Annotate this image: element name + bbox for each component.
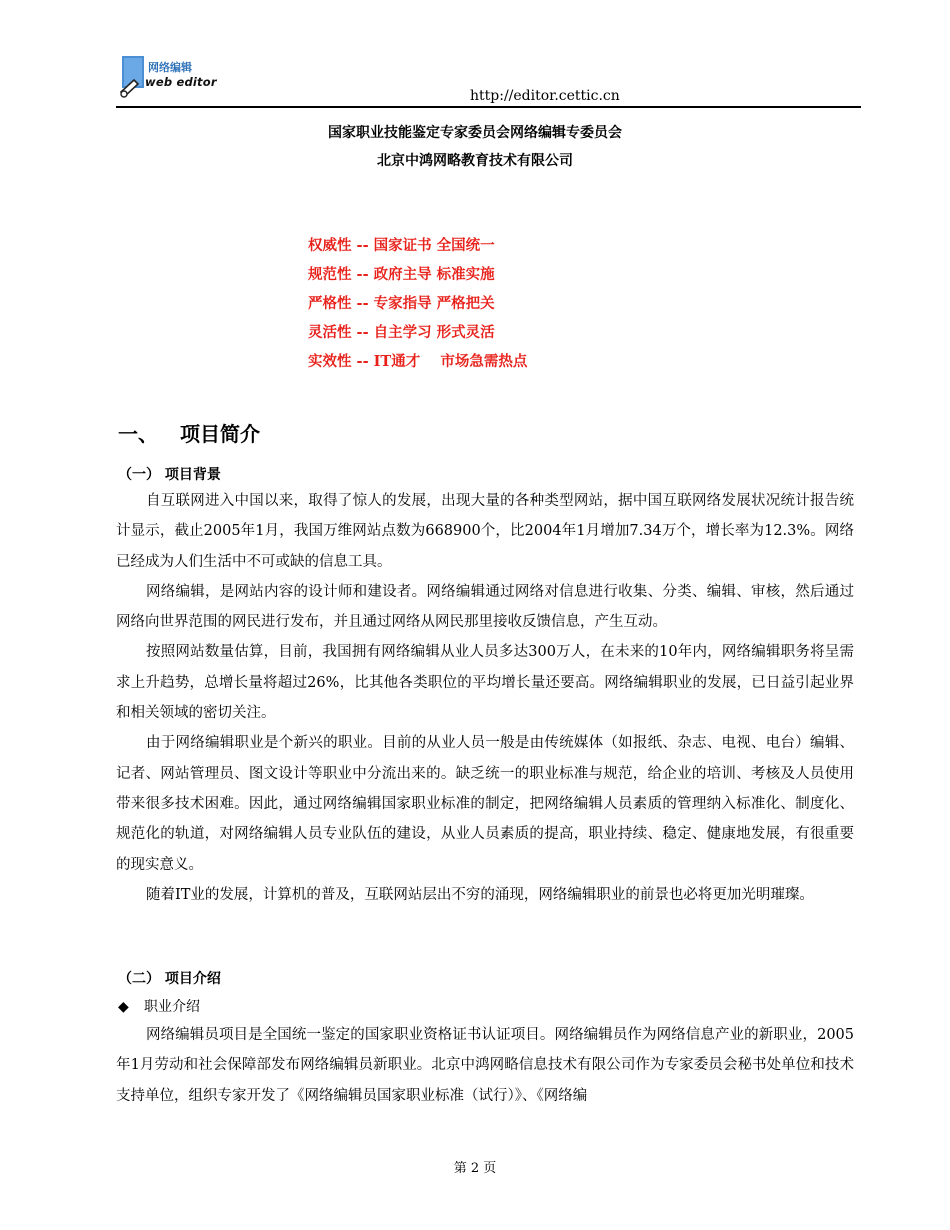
subsection-heading-intro: （二） 项目介绍 — [118, 971, 221, 987]
paragraph: 由于网络编辑职业是个新兴的职业。目前的从业人员一般是由传统媒体（如报纸、杂志、电视、电台）编辑、记者、网站管理员、图文设计等职业中分流出来的。缺乏统一的职业标准与规范，给企业的培训、考核及人员使用带来很多技术困难。因此，通过网络编辑国家职业标准的制定，把网络编辑人员素质的管理纳入标准化、制度化、规范化的轨道，对网络编辑人员专业队伍的建设，从业人员素质的提高，职业持续、稳定、健康地发展，有很重要的现实意义。 — [116, 735, 854, 873]
slogan-item: 实效性 -- IT通才 市场急需热点 — [308, 353, 528, 370]
slogan-list — [308, 234, 527, 379]
slogan-item: 灵活性 -- 自主学习 形式灵活 — [308, 324, 495, 341]
org-line-2: 北京中鸿网略教育技术有限公司 — [377, 153, 573, 169]
slogan-item: 严格性 -- 专家指导 严格把关 — [308, 295, 495, 312]
background-body — [116, 486, 854, 910]
paragraph: 自互联网进入中国以来，取得了惊人的发展，出现大量的各种类型网站，据中国互联网络发展状况统计报告统计显示，截止2005年1月，我国万维网站点数为668900个，比2004年1月增加7.34万个，增长率为12.3%。网络已经成为人们生活中不可或缺的信息工具。 — [116, 493, 854, 570]
diamond-bullet-icon: ◆ — [118, 999, 129, 1015]
bullet-text: 职业介绍 — [144, 999, 200, 1015]
section-heading — [118, 418, 260, 447]
bullet-item — [118, 996, 200, 1016]
header-url[interactable]: http://editor.cettic.cn — [470, 88, 620, 104]
paragraph: 网络编辑员项目是全国统一鉴定的国家职业资格证书认证项目。网络编辑员作为网络信息产业的新职业，2005年1月劳动和社会保障部发布网络编辑员新职业。北京中鸿网略信息技术有限公司作为专家委员会秘书处单位和技术支持单位，组织专家开发了《网络编辑员国家职业标准（试行）》、《网络编 — [116, 1027, 854, 1104]
slogan-item: 规范性 -- 政府主导 标准实施 — [308, 266, 495, 283]
web-editor-logo — [118, 54, 228, 100]
paragraph: 随着IT业的发展，计算机的普及，互联网站层出不穷的涌现，网络编辑职业的前景也必将更加光明璀璨。 — [146, 886, 814, 903]
section-title: 项目简介 — [180, 422, 260, 446]
logo-chinese-text: 网络编辑 — [148, 61, 192, 74]
slogan-item: 权威性 -- 国家证书 全国统一 — [308, 237, 495, 254]
paragraph: 按照网站数量估算，目前，我国拥有网络编辑从业人员多达300万人，在未来的10年内，网络编辑职务将呈需求上升趋势，总增长量将超过26%，比其他各类职位的平均增长量还要高。网络编辑职业的发展，已日益引起业界和相关领域的密切关注。 — [116, 644, 854, 722]
page-footer: 第 2 页 — [453, 1161, 497, 1176]
paragraph: 网络编辑，是网站内容的设计师和建设者。网络编辑通过网络对信息进行收集、分类、编辑、审核，然后通过网络向世界范围的网民进行发布，并且通过网络从网民那里接收反馈信息，产生互动。 — [116, 583, 854, 631]
logo-english-text: web editor — [145, 75, 217, 89]
org-line-1: 国家职业技能鉴定专家委员会网络编辑专委员会 — [328, 125, 622, 141]
intro-body — [116, 1020, 854, 1111]
subsection-heading-background: （一） 项目背景 — [118, 467, 221, 483]
section-number: 一、 — [118, 422, 158, 446]
header-rule — [116, 106, 861, 108]
